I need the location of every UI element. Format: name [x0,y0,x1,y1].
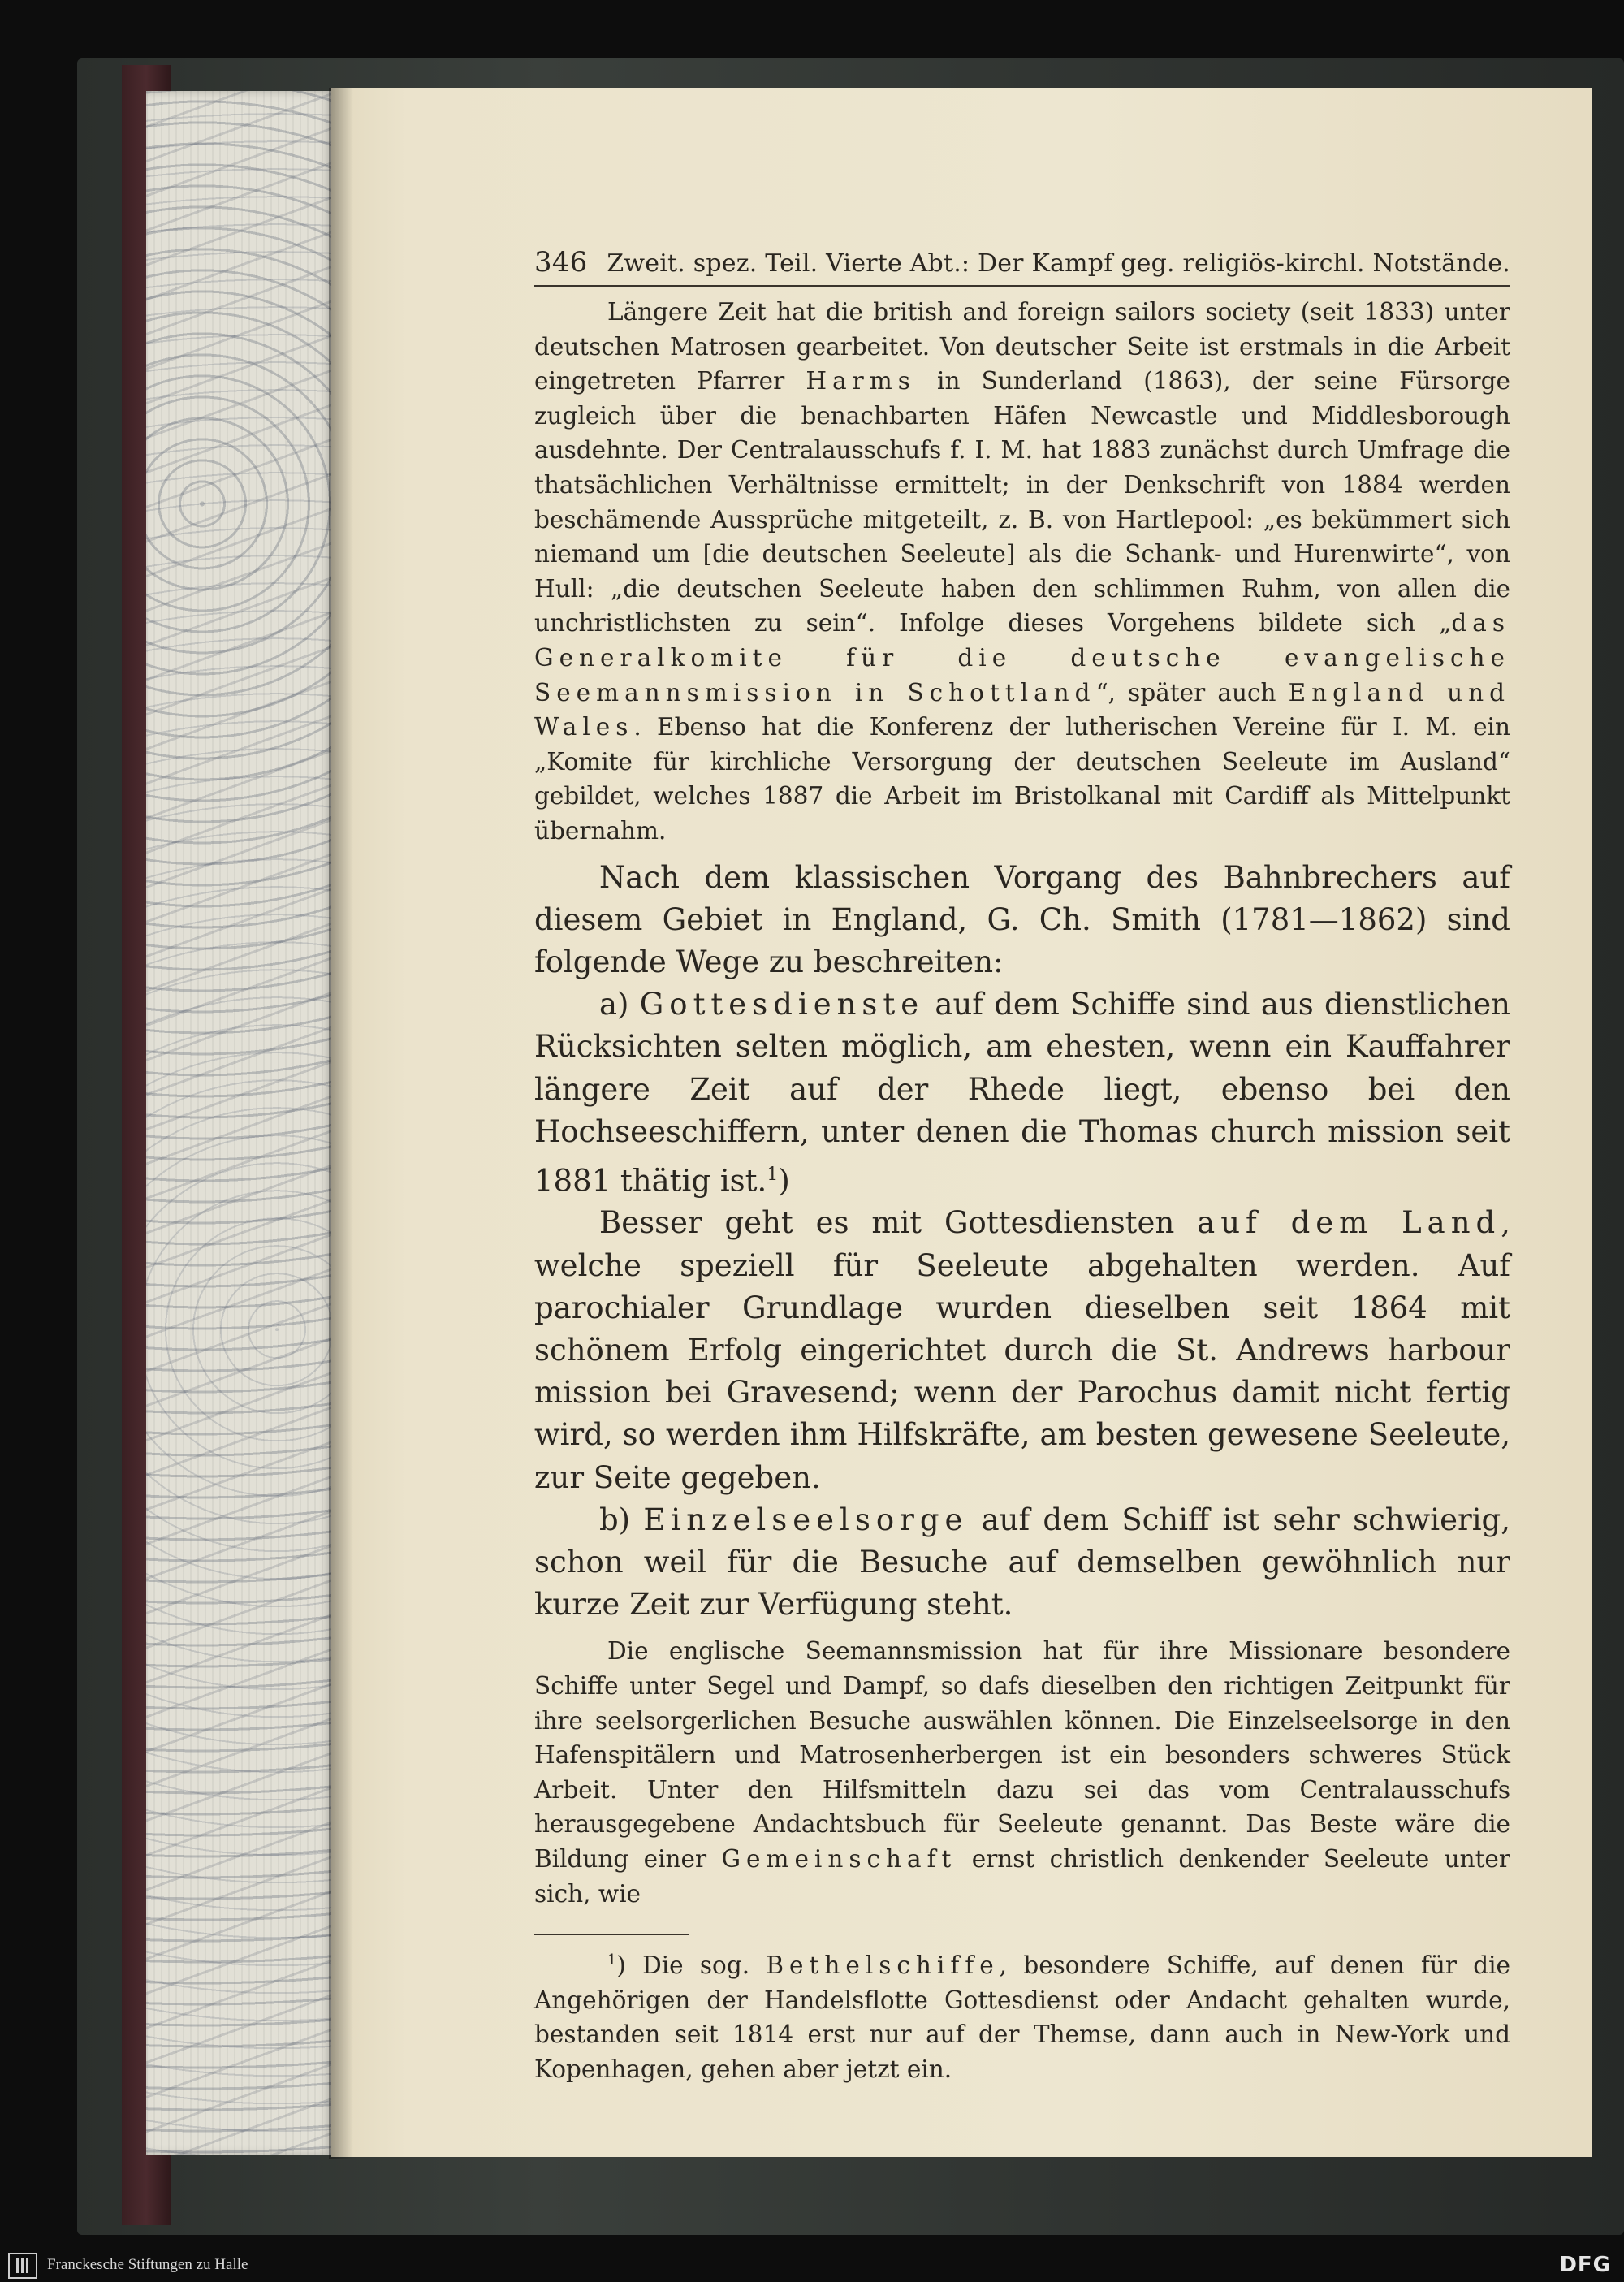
list-label-b: b) [599,1502,631,1537]
running-head [534,246,1510,287]
spaced-term-england: England und Wales [534,678,1510,741]
spaced-term-land: auf dem Land [1197,1205,1501,1241]
footnote-ref: 1 [767,1163,779,1185]
footnote-marker: 1 [607,1952,617,1969]
paragraph-einzelseelsorge: b) Einzelseelsorge auf dem Schiff ist sehr schwierig, schon weil für die Besuche auf demselben gewöhnlich nur kurze Zeit zur Verfügung steht. [534,1502,1510,1623]
marbled-page-edges [146,91,333,2155]
spaced-term-gottesdienste: Gottesdienste [639,987,925,1022]
paragraph-englische-mission: Die englische Seemannsmission hat für ihre Missionare besondere Schiffe unter Segel und Dampf, so dafs dieselben den richtigen Zeitpunkt für ihre seelsorgerlichen Besuche auswählen können. Die Einzelseelsorge in den Hafenspitälern und Matrosenherbergen ist ein besonders schweres Stück Arbeit. Unter den Hilfsmitteln dazu sei das vom Centralausschufs herausgegebene Andachtsbuch für Seeleute genannt. Das Beste wäre die Bildung einer Gemeinschaft ernst christlich denkender Seeleute unter sich, wie [534,1637,1510,1908]
book-page [331,88,1592,2157]
paragraph-intro: Nach dem klassischen Vorgang des Bahnbrechers auf diesem Gebiet in England, G. Ch. Smith (1781—1862) sind folgende Wege zu beschreiten: [534,859,1510,979]
paragraph-sailors-society: Längere Zeit hat die british and foreign sailors society (seit 1833) unter deutschen Matrosen gearbeitet. Von deutscher Seite ist erstmals in die Arbeit eingetreten Pfarrer Harms in Sunderland (1863), der seine Fürsorge zugleich über die benachbarten Häfen Newcastle und Middlesborough ausdehnte. Der Centralausschufs f. I. M. hat 1883 zunächst durch Umfrage die thatsächlichen Verhältnisse ermittelt; in der Denkschrift von 1884 werden beschämende Aussprüche mitgeteilt, z. B. von Hartlepool: „es bekümmert sich niemand um [die deutschen Seeleute] als die Schank- und Hurenwirte“, von Hull: „die deutschen Seeleute haben den schlimmen Ruhm, von allen die unchristlichsten zu sein“. Infolge dieses Vorgehens bildete sich „das Generalkomite für die deutsche evangelische Seemannsmission in Schottland“, später auch England und Wales. Ebenso hat die Konferenz der lutherischen Vereine für I. M. ein „Komite für kirchliche Versorgung der deutschen Seeleute im Ausland“ gebildet, welches 1887 die Arbeit im Bristolkanal mit Cardiff als Mittelpunkt übernahm. [534,298,1510,845]
dfg-logo: DFG [1559,2253,1611,2277]
viewer-footer [0,2248,1624,2282]
main-text-section [534,857,1510,1627]
footnote [534,1943,1510,2086]
library-logo-icon [8,2253,37,2279]
footnote-rule [534,1934,689,1935]
spaced-term-gemeinschaft: Gemeinschaft [721,1845,957,1874]
small-print-section-2 [534,1634,1510,1911]
paragraph-besser: Besser geht es mit Gottesdiensten auf dem Land, welche speziell für Seeleute abgehalten werden. Auf parochialer Grundlage wurden dieselben seit 1864 mit schönem Erfolg eingerichtet durch die St. Andrews harbour mission bei Gravesend; wenn der Parochus damit nicht fertig wird, so werden ihm Hilfskräfte, am besten gewesene Seeleute, zur Seite gegeben. [534,1205,1511,1495]
list-label-a: a) [599,987,629,1022]
spaced-term-bethelschiffe: Bethelschiffe [766,1951,1000,1980]
footer-credit: Franckesche Stiftungen zu Halle [47,2256,248,2273]
page-gutter-shadow [329,88,353,2159]
small-print-section-1 [534,295,1510,849]
spaced-term-einzelseelsorge: Einzelseelsorge [643,1502,969,1537]
spaced-name-harms: Harms [806,367,916,395]
text-block [534,246,1510,2086]
running-title: Zweit. spez. Teil. Vierte Abt.: Der Kampf geg. religiös-kirchl. Notstände. [607,249,1510,278]
paragraph-gottesdienste: a) Gottesdienste auf dem Schiffe sind aus dienstlichen Rücksichten selten möglich, am ehesten, wenn ein Kauffahrer längere Zeit auf der Rhede liegt, ebenso bei den Hochseeschiffern, unter denen die Thomas church mission seit 1881 thätig ist.$^1$) [534,987,1510,1199]
spaced-term-komite: das Generalkomite für die deutsche evangelische Seemannsmission in Schottland [534,609,1510,707]
footnote-text: $^1$) Die sog. Bethelschiffe, besondere Schiffe, auf denen für die Angehörigen der Handelsflotte Gottesdienst oder Andacht gehalten wurde, bestanden seit 1814 erst nur auf der Themse, dann auch in New-York und Kopenhagen, gehen aber jetzt ein. [534,1951,1510,2083]
page-number: 346 [534,246,588,279]
